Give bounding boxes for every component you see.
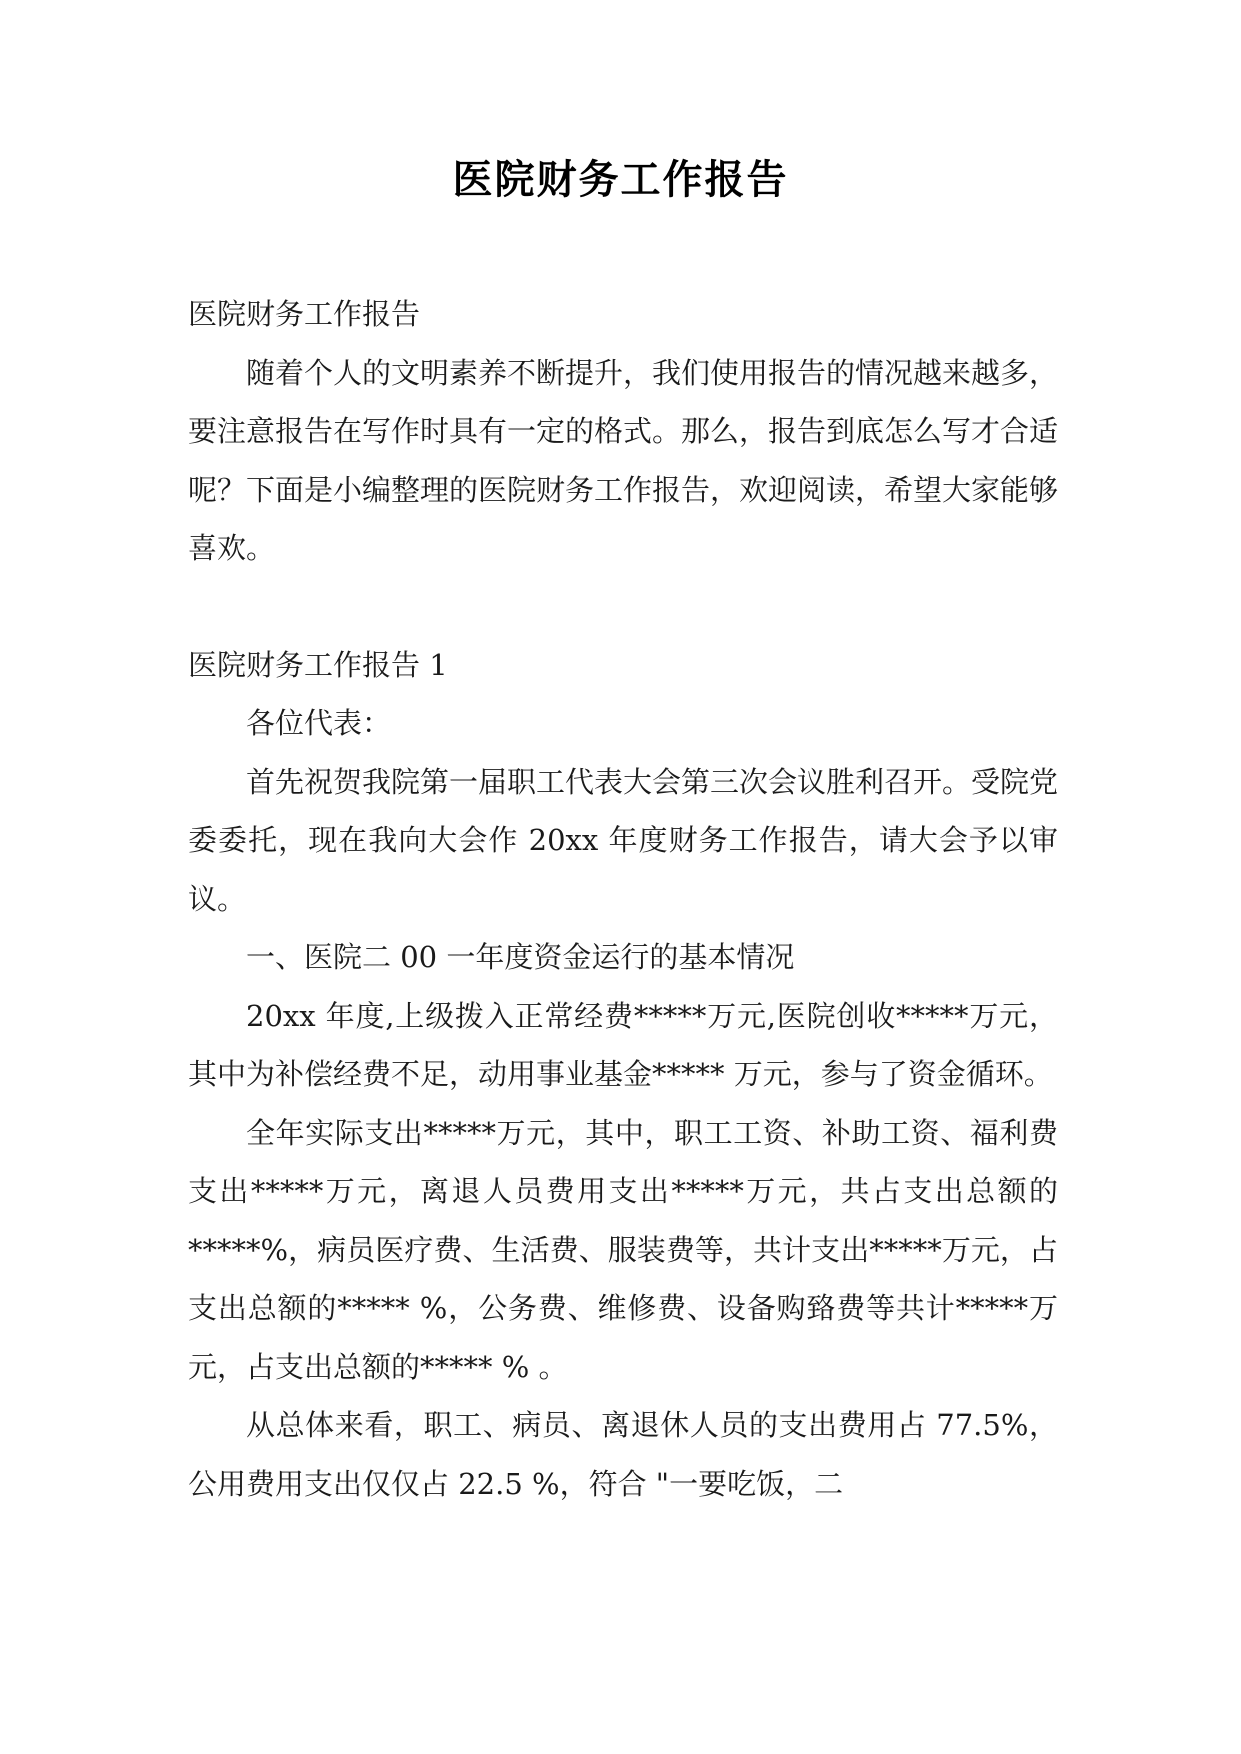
paragraph-opening: 首先祝贺我院第一届职工代表大会第三次会议胜利召开。受院党委委托，现在我向大会作 20xx 年度财务工作报告，请大会予以审议。	[188, 764, 1059, 916]
document-body	[188, 285, 1058, 1513]
paragraph-section-one-heading: 一、医院二 00 一年度资金运行的基本情况	[246, 940, 795, 974]
paragraph-expenditure: 全年实际支出*****万元，其中，职工工资、补助工资、福利费支出*****万元，离退人员费用支出*****万元，共占支出总额的*****%，病员医疗费、生活费、服装费等，共计支出*****万元，占支出总额的***** %，公务费、维修费、设备购臵费等共计*****万元，占支出总额的***** % 。	[188, 1115, 1058, 1384]
section-heading: 医院财务工作报告 1	[188, 647, 448, 682]
document-title: 医院财务工作报告	[452, 156, 789, 203]
paragraph-salutation: 各位代表：	[246, 706, 392, 740]
paragraph-subtitle: 医院财务工作报告	[188, 297, 421, 331]
paragraph-funding: 20xx 年度,上级拨入正常经费*****万元,医院创收*****万元，其中为补偿经费不足，动用事业基金***** 万元，参与了资金循环。	[188, 998, 1058, 1091]
paragraph-overall: 从总体来看，职工、病员、离退休人员的支出费用占 77.5%，公用费用支出仅仅占 22.5 %，符合 "一要吃饭，二	[188, 1408, 1058, 1501]
paragraph-intro: 随着个人的文明素养不断提升，我们使用报告的情况越来越多，要注意报告在写作时具有一定的格式。那么，报告到底怎么写才合适呢？下面是小编整理的医院财务工作报告，欢迎阅读，希望大家能够喜欢。	[188, 355, 1059, 565]
